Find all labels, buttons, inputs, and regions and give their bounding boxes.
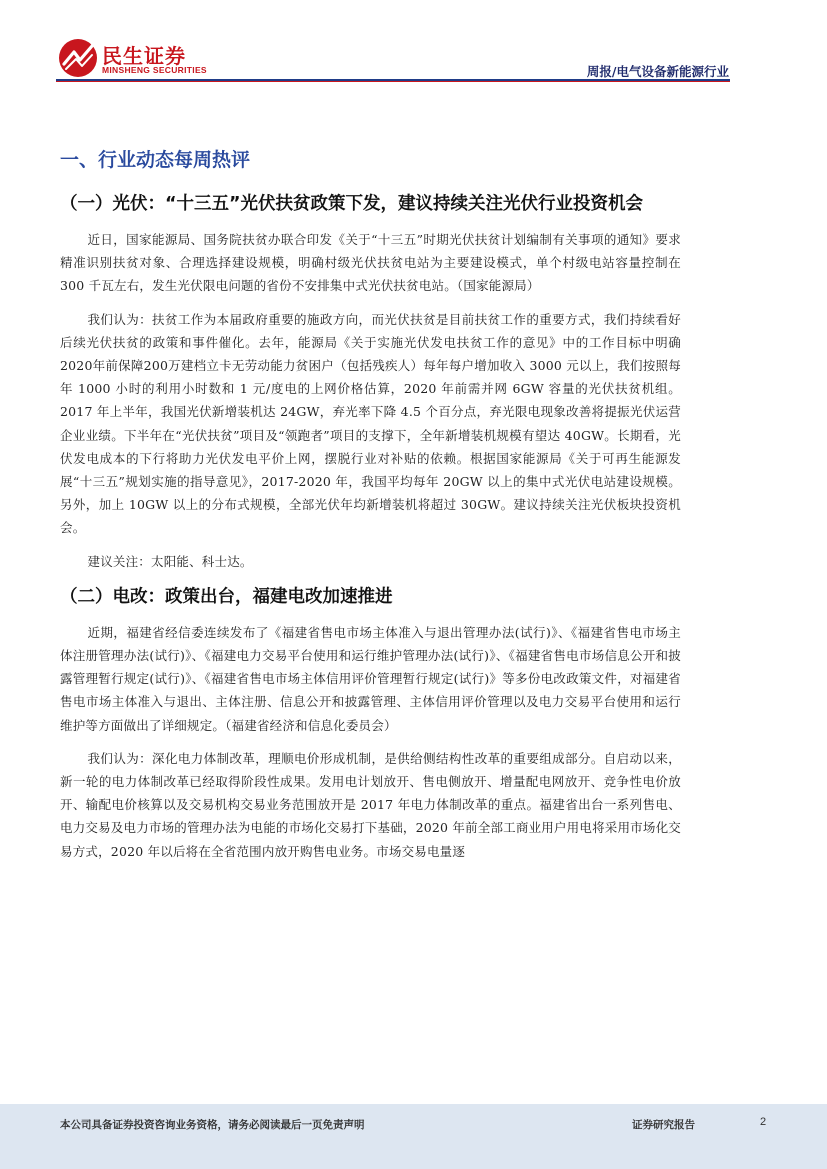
- paragraph: 建议关注：太阳能、科士达。: [87, 553, 253, 569]
- subsection-title-pv: （一）光伏：“十三五”光伏扶贫政策下发，建议持续关注光伏行业投资机会: [60, 194, 644, 214]
- main-content: [60, 140, 681, 873]
- header-divider-accent: [56, 81, 730, 82]
- report-type-label: 周报/电气设备新能源行业: [586, 64, 729, 79]
- paragraph: 我们认为：扶贫工作为本届政府重要的施政方向，而光伏扶贫是目前扶贫工作的重要方式，我们持续看好后续光伏扶贫的政策和事件催化。去年，能源局《关于实施光伏发电扶贫工作的意见》中的工作目标中明确2020年前保障200万建档立卡无劳动能力贫困户（包括残疾人）每年每户增加收入 3000 元以上，我们按照每年 1000 小时的利用小时数和 1 元/度电的上网价格估算，2020 年前需并网 6GW 容量的光伏扶贫机组。2017 年上半年，我国光伏新增装机达 24GW，弃光率下降 4.5 个百分点，弃光限电现象改善将提振光伏运营企业业绩。下半年在“光伏扶贫”项目及“领跑者”项目的支撑下，全年新增装机规模有望达 40GW。长期看，光伏发电成本的下行将助力光伏发电平价上网，摆脱行业对补贴的依赖。根据国家能源局《关于可再生能源发展“十三五”规划实施的指导意见》，2017-2020 年，我国平均每年 20GW 以上的集中式光伏电站建设规模。另外，加上 10GW 以上的分布式规模，全部光伏年均新增装机将超过 30GW。建议持续关注光伏板块投资机会。: [60, 311, 681, 536]
- footer-disclaimer: 本公司具备证券投资咨询业务资格，请务必阅读最后一页免责声明: [60, 1119, 365, 1131]
- logo-english-name: MINSHENG SECURITIES: [102, 65, 207, 75]
- paragraph: 我们认为：深化电力体制改革，理顺电价形成机制，是供给侧结构性改革的重要组成部分。自启动以来，新一轮的电力体制改革已经取得阶段性成果。发用电计划放开、售电侧放开、增量配电网放开、竞争性电价放开、输配电价核算以及交易机构交易业务范围放开是 2017 年电力体制改革的重点。福建省出台一系列售电、电力交易及电力市场的管理办法为电能的市场化交易打下基础，2020 年前全部工商业用户用电将采用市场化交易方式，2020 年以后将在全省范围内放开购售电业务。市场交易电量逐: [60, 750, 681, 859]
- paragraph: 近日，国家能源局、国务院扶贫办联合印发《关于“十三五”时期光伏扶贫计划编制有关事项的通知》要求精准识别扶贫对象、合理选择建设规模，明确村级光伏扶贫电站为主要建设模式，单个村级电站容量控制在 300 千瓦左右，发生光伏限电问题的省份不安排集中式光伏扶贫电站。（国家能源局）: [60, 232, 681, 294]
- logo-chinese-name: 民生证券: [102, 44, 186, 68]
- minsheng-logo-icon: [58, 38, 98, 78]
- paragraph: 近期，福建省经信委连续发布了《福建省售电市场主体准入与退出管理办法(试行)》、《福建省售电市场主体注册管理办法(试行)》、《福建电力交易平台使用和运行维护管理办法(试行)》、《福建省售电市场信息公开和披露管理暂行规定(试行)》、《福建省售电市场主体信用评价管理暂行规定(试行)》等多份电改政策文件，对福建省售电市场主体准入与退出、主体注册、信息公开和披露管理、主体信用评价管理以及电力交易平台使用和运行维护等方面做出了详细规定。（福建省经济和信息化委员会）: [60, 624, 681, 733]
- footer-doc-type: 证券研究报告: [632, 1119, 695, 1131]
- page-number: 2: [760, 1116, 767, 1128]
- page-header: [0, 0, 827, 82]
- section-title: 一、行业动态每周热评: [60, 149, 251, 171]
- minsheng-logo: [58, 38, 208, 78]
- page-footer: [0, 1104, 827, 1169]
- subsection-title-power-reform: （二）电改：政策出台，福建电改加速推进: [60, 586, 393, 607]
